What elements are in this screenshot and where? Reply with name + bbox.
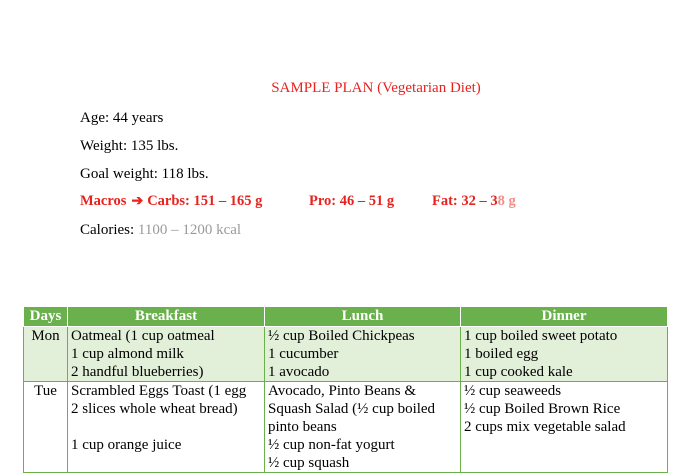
meal-item: 1 cucumber xyxy=(268,346,339,362)
header-dinner: Dinner xyxy=(461,307,668,327)
meal-item: 1 cup boiled sweet potato xyxy=(464,328,618,344)
calories-line xyxy=(80,222,241,239)
goal-weight-text: Goal weight: 118 lbs. xyxy=(80,166,209,182)
meal-item: Squash Salad (½ cup boiled xyxy=(268,401,436,417)
day-cell: Mon xyxy=(24,327,68,382)
meal-item: ½ cup Boiled Chickpeas xyxy=(268,328,415,344)
meal-item: 1 cup almond milk xyxy=(71,346,184,362)
meal-item: 1 cup orange juice xyxy=(71,437,182,453)
meal-item: Avocado, Pinto Beans & xyxy=(268,383,417,399)
meal-item: 1 boiled egg xyxy=(464,346,539,362)
meal-item: pinto beans xyxy=(268,419,337,435)
meal-plan-table xyxy=(23,306,668,473)
macros-label: Macros xyxy=(80,193,127,209)
calories-value: 1100 – 1200 kcal xyxy=(137,222,242,238)
day-cell: Tue xyxy=(24,382,68,473)
carbs-value: Carbs: 151 – 165 g xyxy=(147,193,263,209)
meal-item: 2 cups mix vegetable salad xyxy=(464,419,626,435)
meal-item: 2 slices whole wheat bread) xyxy=(71,401,238,417)
dinner-cell xyxy=(461,327,668,382)
weight-text: Weight: 135 lbs. xyxy=(80,138,179,154)
macros-line xyxy=(80,193,516,210)
header-days: Days xyxy=(24,307,68,327)
table-row xyxy=(24,327,668,382)
fat-value-faded: 8 g xyxy=(497,193,516,209)
pro-value: Pro: 46 – 51 g xyxy=(309,193,395,209)
header-breakfast: Breakfast xyxy=(68,307,265,327)
breakfast-cell xyxy=(68,327,265,382)
meal-item: Oatmeal (1 cup oatmeal xyxy=(71,328,215,344)
meal-item: ½ cup Boiled Brown Rice xyxy=(464,401,621,417)
meal-item: 1 avocado xyxy=(268,364,330,380)
meal-item: Scrambled Eggs Toast (1 egg xyxy=(71,383,247,399)
meal-item: ½ cup squash xyxy=(268,455,350,471)
lunch-cell xyxy=(265,327,461,382)
meal-item: 2 handful blueberries) xyxy=(71,364,204,380)
table-header-row xyxy=(24,307,668,327)
plan-title: SAMPLE PLAN (Vegetarian Diet) xyxy=(271,80,481,96)
meal-item: 1 cup cooked kale xyxy=(464,364,573,380)
blank-line xyxy=(71,418,261,436)
meal-item: ½ cup non-fat yogurt xyxy=(268,437,395,453)
fat-value-main: Fat: 32 – 3 xyxy=(432,193,498,209)
arrow-right-icon: ➔ xyxy=(131,194,144,209)
fat-value xyxy=(432,193,516,210)
calories-label: Calories: xyxy=(80,222,138,238)
age-text: Age: 44 years xyxy=(80,110,164,126)
meal-item: ½ cup seaweeds xyxy=(464,383,562,399)
header-lunch: Lunch xyxy=(265,307,461,327)
